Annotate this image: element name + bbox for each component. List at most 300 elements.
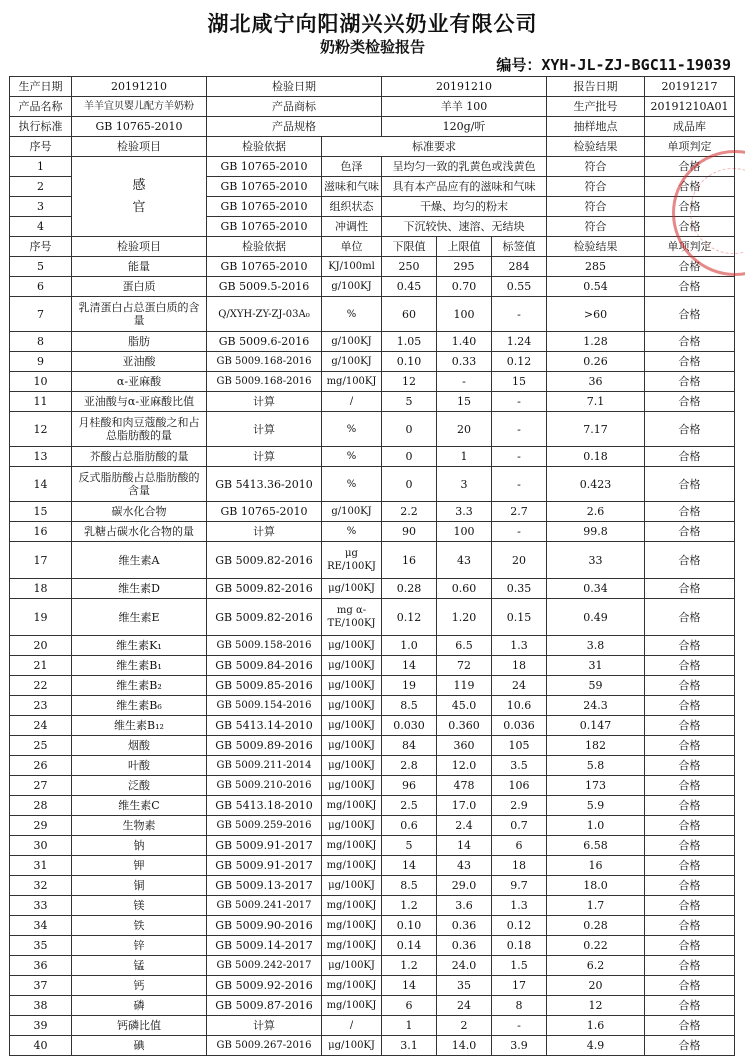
unit: % xyxy=(322,412,382,447)
row-no: 31 xyxy=(10,856,72,876)
lower-limit: 6 xyxy=(382,996,437,1016)
lower-limit: 5 xyxy=(382,836,437,856)
test-basis: GB 10765-2010 xyxy=(207,197,322,217)
unit: mg/100KJ xyxy=(322,856,382,876)
label-value: 1.5 xyxy=(492,956,547,976)
standard-requirement: 具有本产品应有的滋味和气味 xyxy=(382,177,547,197)
lower-limit: 84 xyxy=(382,736,437,756)
nutrient-row xyxy=(10,579,735,599)
nutrient-row xyxy=(10,956,735,976)
verdict: 合格 xyxy=(645,756,735,776)
label-value: - xyxy=(492,447,547,467)
doc-no-label: 编号： xyxy=(496,56,542,74)
lower-limit: 1.2 xyxy=(382,896,437,916)
unit: mg α-TE/100KJ xyxy=(322,599,382,636)
verdict: 合格 xyxy=(645,579,735,599)
sensory-category: 感 官 xyxy=(72,157,207,237)
label-value: 0.12 xyxy=(492,352,547,372)
test-basis: GB 5009.91-2017 xyxy=(207,836,322,856)
test-result: 16 xyxy=(547,856,645,876)
nutrient-row xyxy=(10,297,735,332)
lower-limit: 0.030 xyxy=(382,716,437,736)
lower-limit: 14 xyxy=(382,976,437,996)
info-row-2 xyxy=(10,97,735,117)
test-result: 6.2 xyxy=(547,956,645,976)
test-result: 7.17 xyxy=(547,412,645,447)
sampling: 成品库 xyxy=(645,117,735,137)
verdict: 合格 xyxy=(645,956,735,976)
nutrient-row xyxy=(10,352,735,372)
brand: 羊羊 100 xyxy=(382,97,547,117)
verdict: 合格 xyxy=(645,696,735,716)
company-name: 湖北咸宁向阳湖兴兴奶业有限公司 xyxy=(207,12,538,36)
test-result: 符合 xyxy=(547,177,645,197)
upper-limit: 478 xyxy=(437,776,492,796)
upper-limit: 1.20 xyxy=(437,599,492,636)
row-no: 39 xyxy=(10,1016,72,1036)
header-verdict: 单项判定 xyxy=(645,237,735,257)
lower-limit: 250 xyxy=(382,257,437,277)
verdict: 合格 xyxy=(645,217,735,237)
verdict: 合格 xyxy=(645,716,735,736)
verdict: 合格 xyxy=(645,916,735,936)
unit: mg/100KJ xyxy=(322,996,382,1016)
verdict: 合格 xyxy=(645,177,735,197)
label-value: 17 xyxy=(492,976,547,996)
label-value: 1.3 xyxy=(492,896,547,916)
unit: mg/100KJ xyxy=(322,836,382,856)
upper-limit: 72 xyxy=(437,656,492,676)
test-result: 182 xyxy=(547,736,645,756)
lower-limit: 0 xyxy=(382,412,437,447)
row-no: 25 xyxy=(10,736,72,756)
test-basis: GB 5009.6-2016 xyxy=(207,332,322,352)
unit: μg/100KJ xyxy=(322,736,382,756)
test-result: 0.34 xyxy=(547,579,645,599)
upper-limit: 3 xyxy=(437,467,492,502)
nutrient-row xyxy=(10,392,735,412)
lower-limit: 0.14 xyxy=(382,936,437,956)
test-result: 31 xyxy=(547,656,645,676)
test-item: 生物素 xyxy=(72,816,207,836)
label-value: 0.036 xyxy=(492,716,547,736)
row-no: 24 xyxy=(10,716,72,736)
test-result: 0.54 xyxy=(547,277,645,297)
unit: mg/100KJ xyxy=(322,976,382,996)
test-result: 285 xyxy=(547,257,645,277)
row-no: 23 xyxy=(10,696,72,716)
test-item: 维生素D xyxy=(72,579,207,599)
test-item: 月桂酸和肉豆蔻酸之和占总脂肪酸的量 xyxy=(72,412,207,447)
verdict: 合格 xyxy=(645,636,735,656)
test-result: 1.0 xyxy=(547,816,645,836)
test-result: 7.1 xyxy=(547,392,645,412)
test-basis: GB 5009.5-2016 xyxy=(207,277,322,297)
sensory-header-row xyxy=(10,137,735,157)
lower-limit: 1 xyxy=(382,1016,437,1036)
row-no: 9 xyxy=(10,352,72,372)
lower-limit: 0 xyxy=(382,447,437,467)
label-value: 0.55 xyxy=(492,277,547,297)
test-basis: GB 5009.241-2017 xyxy=(207,896,322,916)
unit: μg/100KJ xyxy=(322,696,382,716)
label-value: 9.7 xyxy=(492,876,547,896)
unit: μg RE/100KJ xyxy=(322,542,382,579)
row-no: 7 xyxy=(10,297,72,332)
nutrient-header-row xyxy=(10,237,735,257)
test-result: 12 xyxy=(547,996,645,1016)
test-item: 锰 xyxy=(72,956,207,976)
row-no: 8 xyxy=(10,332,72,352)
lower-limit: 60 xyxy=(382,297,437,332)
test-result: 24.3 xyxy=(547,696,645,716)
test-item: 烟酸 xyxy=(72,736,207,756)
nutrient-row xyxy=(10,856,735,876)
lower-limit: 0.28 xyxy=(382,579,437,599)
verdict: 合格 xyxy=(645,542,735,579)
lower-limit: 0 xyxy=(382,467,437,502)
verdict: 合格 xyxy=(645,1036,735,1056)
row-no: 13 xyxy=(10,447,72,467)
test-item: 维生素B₂ xyxy=(72,676,207,696)
brand-label: 产品商标 xyxy=(207,97,382,117)
lower-limit: 3.1 xyxy=(382,1036,437,1056)
verdict: 合格 xyxy=(645,332,735,352)
verdict: 合格 xyxy=(645,656,735,676)
unit: / xyxy=(322,1016,382,1036)
test-item: 能量 xyxy=(72,257,207,277)
standard: GB 10765-2010 xyxy=(72,117,207,137)
unit: mg/100KJ xyxy=(322,936,382,956)
upper-limit: 0.60 xyxy=(437,579,492,599)
test-basis: GB 5009.91-2017 xyxy=(207,856,322,876)
test-result: 0.26 xyxy=(547,352,645,372)
batch: 20191210A01 xyxy=(645,97,735,117)
upper-limit: 43 xyxy=(437,856,492,876)
lower-limit: 1.2 xyxy=(382,956,437,976)
nutrient-row xyxy=(10,736,735,756)
inspection-date-label: 检验日期 xyxy=(207,77,382,97)
test-basis: GB 5009.82-2016 xyxy=(207,599,322,636)
upper-limit: 295 xyxy=(437,257,492,277)
label-value: - xyxy=(492,467,547,502)
test-result: 符合 xyxy=(547,157,645,177)
info-row-1 xyxy=(10,77,735,97)
verdict: 合格 xyxy=(645,816,735,836)
row-no: 2 xyxy=(10,177,72,197)
upper-limit: 6.5 xyxy=(437,636,492,656)
row-no: 17 xyxy=(10,542,72,579)
row-no: 1 xyxy=(10,157,72,177)
test-basis: GB 5413.14-2010 xyxy=(207,716,322,736)
upper-limit: 24.0 xyxy=(437,956,492,976)
upper-limit: 2 xyxy=(437,1016,492,1036)
unit: KJ/100ml xyxy=(322,257,382,277)
test-item: 碳水化合物 xyxy=(72,502,207,522)
test-result: 1.28 xyxy=(547,332,645,352)
unit: μg/100KJ xyxy=(322,579,382,599)
lower-limit: 90 xyxy=(382,522,437,542)
upper-limit: 0.36 xyxy=(437,936,492,956)
unit: g/100KJ xyxy=(322,332,382,352)
test-basis: GB 10765-2010 xyxy=(207,257,322,277)
header-result: 检验结果 xyxy=(547,237,645,257)
header-item: 检验项目 xyxy=(72,237,207,257)
test-item: 钙 xyxy=(72,976,207,996)
upper-limit: 24 xyxy=(437,996,492,1016)
label-value: 1.3 xyxy=(492,636,547,656)
label-value: 0.15 xyxy=(492,599,547,636)
production-date-label: 生产日期 xyxy=(10,77,72,97)
test-item: 维生素C xyxy=(72,796,207,816)
upper-limit: 0.33 xyxy=(437,352,492,372)
nutrient-row xyxy=(10,542,735,579)
label-value: 8 xyxy=(492,996,547,1016)
test-item: 钠 xyxy=(72,836,207,856)
product-name-label: 产品名称 xyxy=(10,97,72,117)
row-no: 40 xyxy=(10,1036,72,1056)
label-value: 0.35 xyxy=(492,579,547,599)
label-value: 1.24 xyxy=(492,332,547,352)
nutrient-row xyxy=(10,257,735,277)
test-basis: GB 5009.84-2016 xyxy=(207,656,322,676)
test-item: 维生素K₁ xyxy=(72,636,207,656)
inspection-table xyxy=(9,76,735,1056)
verdict: 合格 xyxy=(645,392,735,412)
test-item: 碘 xyxy=(72,1036,207,1056)
standard-requirement: 干燥、均匀的粉末 xyxy=(382,197,547,217)
test-basis: GB 5009.92-2016 xyxy=(207,976,322,996)
label-value: 24 xyxy=(492,676,547,696)
row-no: 11 xyxy=(10,392,72,412)
verdict: 合格 xyxy=(645,522,735,542)
verdict: 合格 xyxy=(645,996,735,1016)
test-item: 亚油酸与α-亚麻酸比值 xyxy=(72,392,207,412)
test-item: 铜 xyxy=(72,876,207,896)
test-basis: GB 5009.211-2014 xyxy=(207,756,322,776)
lower-limit: 0.10 xyxy=(382,916,437,936)
upper-limit: 1 xyxy=(437,447,492,467)
test-basis: GB 5413.36-2010 xyxy=(207,467,322,502)
upper-limit: 0.70 xyxy=(437,277,492,297)
label-value: 6 xyxy=(492,836,547,856)
test-basis: GB 10765-2010 xyxy=(207,502,322,522)
verdict: 合格 xyxy=(645,896,735,916)
verdict: 合格 xyxy=(645,876,735,896)
lower-limit: 96 xyxy=(382,776,437,796)
nutrient-row xyxy=(10,277,735,297)
unit: mg/100KJ xyxy=(322,896,382,916)
batch-label: 生产批号 xyxy=(547,97,645,117)
test-result: 36 xyxy=(547,372,645,392)
label-value: 20 xyxy=(492,542,547,579)
sensory-item: 滋味和气味 xyxy=(322,177,382,197)
nutrient-row xyxy=(10,502,735,522)
test-basis: 计算 xyxy=(207,1016,322,1036)
unit: μg/100KJ xyxy=(322,636,382,656)
unit: μg/100KJ xyxy=(322,816,382,836)
test-item: 芥酸占总脂肪酸的量 xyxy=(72,447,207,467)
nutrient-row xyxy=(10,996,735,1016)
test-basis: Q/XYH-ZY-ZJ-03A₀ xyxy=(207,297,322,332)
label-value: 3.9 xyxy=(492,1036,547,1056)
header-min: 下限值 xyxy=(382,237,437,257)
test-basis: GB 5009.267-2016 xyxy=(207,1036,322,1056)
unit: g/100KJ xyxy=(322,502,382,522)
sampling-label: 抽样地点 xyxy=(547,117,645,137)
nutrient-row xyxy=(10,522,735,542)
upper-limit: 3.6 xyxy=(437,896,492,916)
test-result: 1.7 xyxy=(547,896,645,916)
test-basis: GB 5009.158-2016 xyxy=(207,636,322,656)
test-item: 维生素A xyxy=(72,542,207,579)
standard-label: 执行标准 xyxy=(10,117,72,137)
upper-limit: 29.0 xyxy=(437,876,492,896)
verdict: 合格 xyxy=(645,796,735,816)
label-value: - xyxy=(492,1016,547,1036)
test-basis: GB 10765-2010 xyxy=(207,217,322,237)
report-title: 奶粉类检验报告 xyxy=(319,38,425,56)
sensory-item: 色泽 xyxy=(322,157,382,177)
nutrient-row xyxy=(10,696,735,716)
verdict: 合格 xyxy=(645,676,735,696)
test-item: 铁 xyxy=(72,916,207,936)
label-value: - xyxy=(492,522,547,542)
row-no: 19 xyxy=(10,599,72,636)
nutrient-row xyxy=(10,1016,735,1036)
row-no: 5 xyxy=(10,257,72,277)
spec-label: 产品规格 xyxy=(207,117,382,137)
standard-requirement: 下沉较快、速溶、无结块 xyxy=(382,217,547,237)
report-date-label: 报告日期 xyxy=(547,77,645,97)
nutrient-row xyxy=(10,636,735,656)
verdict: 合格 xyxy=(645,856,735,876)
test-basis: GB 5009.82-2016 xyxy=(207,542,322,579)
lower-limit: 0.45 xyxy=(382,277,437,297)
row-no: 36 xyxy=(10,956,72,976)
test-item: 蛋白质 xyxy=(72,277,207,297)
test-basis: GB 5009.210-2016 xyxy=(207,776,322,796)
verdict: 合格 xyxy=(645,157,735,177)
upper-limit: 360 xyxy=(437,736,492,756)
upper-limit: - xyxy=(437,372,492,392)
upper-limit: 2.4 xyxy=(437,816,492,836)
lower-limit: 0.10 xyxy=(382,352,437,372)
document-number xyxy=(496,54,731,75)
row-no: 18 xyxy=(10,579,72,599)
row-no: 33 xyxy=(10,896,72,916)
unit: % xyxy=(322,522,382,542)
test-basis: GB 5009.82-2016 xyxy=(207,579,322,599)
test-item: 维生素B₁₂ xyxy=(72,716,207,736)
header-unit: 单位 xyxy=(322,237,382,257)
nutrient-row xyxy=(10,656,735,676)
unit: mg/100KJ xyxy=(322,796,382,816)
test-basis: GB 5009.14-2017 xyxy=(207,936,322,956)
label-value: 2.9 xyxy=(492,796,547,816)
test-result: 3.8 xyxy=(547,636,645,656)
test-result: 18.0 xyxy=(547,876,645,896)
sensory-header-result: 检验结果 xyxy=(547,137,645,157)
test-item: 脂肪 xyxy=(72,332,207,352)
nutrient-row xyxy=(10,836,735,856)
sensory-header-verdict: 单项判定 xyxy=(645,137,735,157)
label-value: 106 xyxy=(492,776,547,796)
sensory-header-item: 检验项目 xyxy=(72,137,207,157)
verdict: 合格 xyxy=(645,936,735,956)
row-no: 30 xyxy=(10,836,72,856)
nutrient-row xyxy=(10,916,735,936)
lower-limit: 1.0 xyxy=(382,636,437,656)
upper-limit: 15 xyxy=(437,392,492,412)
test-result: 1.6 xyxy=(547,1016,645,1036)
unit: μg/100KJ xyxy=(322,656,382,676)
row-no: 28 xyxy=(10,796,72,816)
unit: μg/100KJ xyxy=(322,676,382,696)
upper-limit: 14.0 xyxy=(437,1036,492,1056)
test-result: 0.147 xyxy=(547,716,645,736)
test-basis: 计算 xyxy=(207,447,322,467)
sensory-header-no: 序号 xyxy=(10,137,72,157)
test-basis: 计算 xyxy=(207,392,322,412)
lower-limit: 2.5 xyxy=(382,796,437,816)
row-no: 6 xyxy=(10,277,72,297)
lower-limit: 5 xyxy=(382,392,437,412)
upper-limit: 20 xyxy=(437,412,492,447)
test-result: 33 xyxy=(547,542,645,579)
row-no: 38 xyxy=(10,996,72,1016)
label-value: 18 xyxy=(492,856,547,876)
label-value: 3.5 xyxy=(492,756,547,776)
verdict: 合格 xyxy=(645,736,735,756)
test-result: 0.423 xyxy=(547,467,645,502)
product-name: 羊羊宜贝婴儿配方羊奶粉 xyxy=(72,97,207,117)
lower-limit: 0.6 xyxy=(382,816,437,836)
row-no: 26 xyxy=(10,756,72,776)
unit: mg/100KJ xyxy=(322,372,382,392)
test-result: 4.9 xyxy=(547,1036,645,1056)
lower-limit: 16 xyxy=(382,542,437,579)
label-value: 284 xyxy=(492,257,547,277)
label-value: - xyxy=(492,297,547,332)
nutrient-row xyxy=(10,936,735,956)
nutrient-row xyxy=(10,372,735,392)
production-date: 20191210 xyxy=(72,77,207,97)
row-no: 29 xyxy=(10,816,72,836)
label-value: 15 xyxy=(492,372,547,392)
test-item: 钙磷比值 xyxy=(72,1016,207,1036)
test-basis: GB 5009.154-2016 xyxy=(207,696,322,716)
unit: μg/100KJ xyxy=(322,716,382,736)
nutrient-row xyxy=(10,756,735,776)
unit: g/100KJ xyxy=(322,277,382,297)
row-no: 32 xyxy=(10,876,72,896)
doc-no-value: XYH-JL-ZJ-BGC11-19039 xyxy=(541,56,731,74)
lower-limit: 19 xyxy=(382,676,437,696)
test-item: 亚油酸 xyxy=(72,352,207,372)
nutrient-row xyxy=(10,716,735,736)
lower-limit: 8.5 xyxy=(382,696,437,716)
standard-requirement: 呈均匀一致的乳黄色或浅黄色 xyxy=(382,157,547,177)
sensory-header-basis: 检验依据 xyxy=(207,137,322,157)
upper-limit: 100 xyxy=(437,522,492,542)
row-no: 14 xyxy=(10,467,72,502)
nutrient-row xyxy=(10,796,735,816)
row-no: 22 xyxy=(10,676,72,696)
label-value: 18 xyxy=(492,656,547,676)
row-no: 20 xyxy=(10,636,72,656)
test-basis: GB 5009.168-2016 xyxy=(207,352,322,372)
